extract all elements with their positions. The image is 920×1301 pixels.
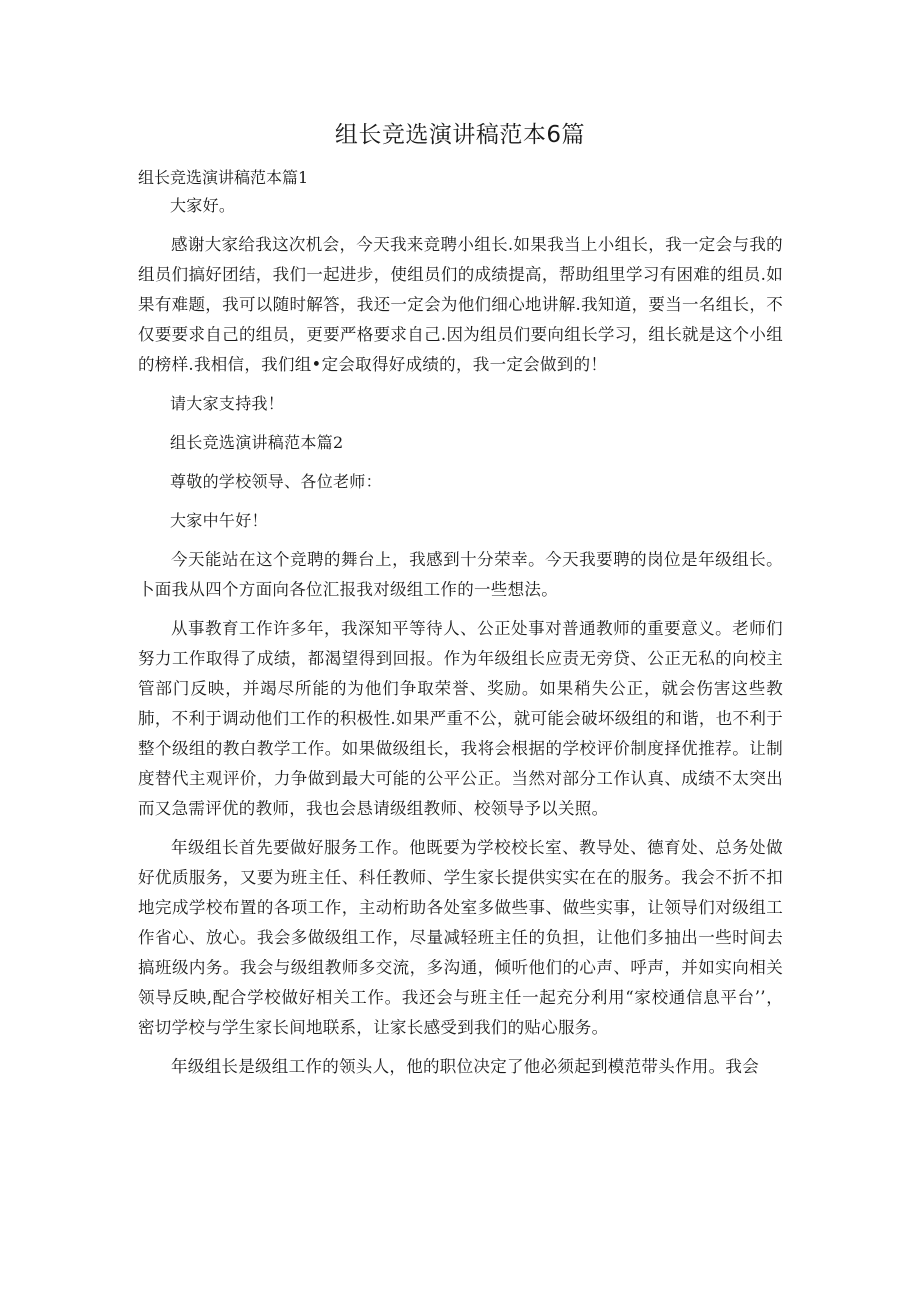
paragraph: 感谢大家给我这次机会，今天我来竞聘小组长.如果我当上小组长，我一定会与我的组员们搞好团结，我们一起进步，使组员们的成绩提高，帮助组里学习有困难的组员.如果有难题，我可以随时解答，我还一定会为他们细心地讲解.我知道，要当一名组长，不仅要要求自己的组员，更要严格要求自己.因为组员们要向组长学习，组长就是这个小组的榜样.我相信，我们组•定会取得好成绩的，我一定会做到的！: [138, 235, 783, 374]
paragraph: 从事教育工作许多年，我深知平等待人、公正处事对普通教师的重要意义。老师们努力工作取得了成绩，都渴望得到回报。作为年级组长应责无旁贷、公正无私的向校主管部门反映，并竭尽所能的为他们争取荣誉、奖励。如果稍失公正，就会伤害这些教肺，不利于调动他们工作的积极性.如果严重不公，就可能会破坏级组的和谐，也不利于整个级组的教白教学工作。如果做级组长，我将会根据的学校评价制度择优推荐。让制度替代主观评价，力争做到最大可能的公平公正。当然对部分工作认真、成绩不太突出而又急需评优的教师，我也会恳请级组教师、校领导予以关照。: [138, 619, 783, 818]
paragraph-greeting-2: 大家中午好！: [170, 511, 268, 530]
document-body: [0, 191, 920, 1082]
paragraph-support: 请大家支持我！: [170, 394, 285, 413]
paragraph: 今天能站在这个竞聘的舞台上，我感到十分荣幸。今天我要聘的岗位是年级组长。卜面我从四个方面向各位汇报我对级组工作的一些想法。: [138, 550, 783, 599]
paragraph-salutation: 尊敬的学校领导、各位老师：: [170, 472, 382, 491]
section-heading-1: 组长竞选演讲稿范本篇1: [138, 168, 309, 187]
section-heading-2: 组长竞选演讲稿范本篇2: [170, 433, 344, 452]
paragraph-greeting: 大家好。: [170, 196, 236, 215]
paragraph: 年级组长是级组工作的领头人，他的职位决定了他必须起到模范带头作用。我会: [171, 1057, 759, 1076]
paragraph: 年级组长首先要做好服务工作。他既要为学校校长室、教导处、德育处、总务处做好优质服务，又要为班主任、科任教师、学生家长提供实实在在的服务。我会不折不扣地完成学校布置的各项工作，主动桁助各处室多做些事、做些实事，让领导们对级组工作省心、放心。我会多做级组工作，尽量减轻班主任的负担，让他们多抽出一些时间去搞班级内务。我会与级组教师多交流，多沟通，倾听他们的心声、呼声，并如实向相关领导反映,配合学校做好相关工作。我还会与班主任一起充分利用“家校通信息平台’’，密切学校与学生家长间地联系，让家长感受到我们的贴心服务。: [138, 838, 783, 1037]
document-title: 组长竞选演讲稿范本6篇: [334, 122, 586, 148]
